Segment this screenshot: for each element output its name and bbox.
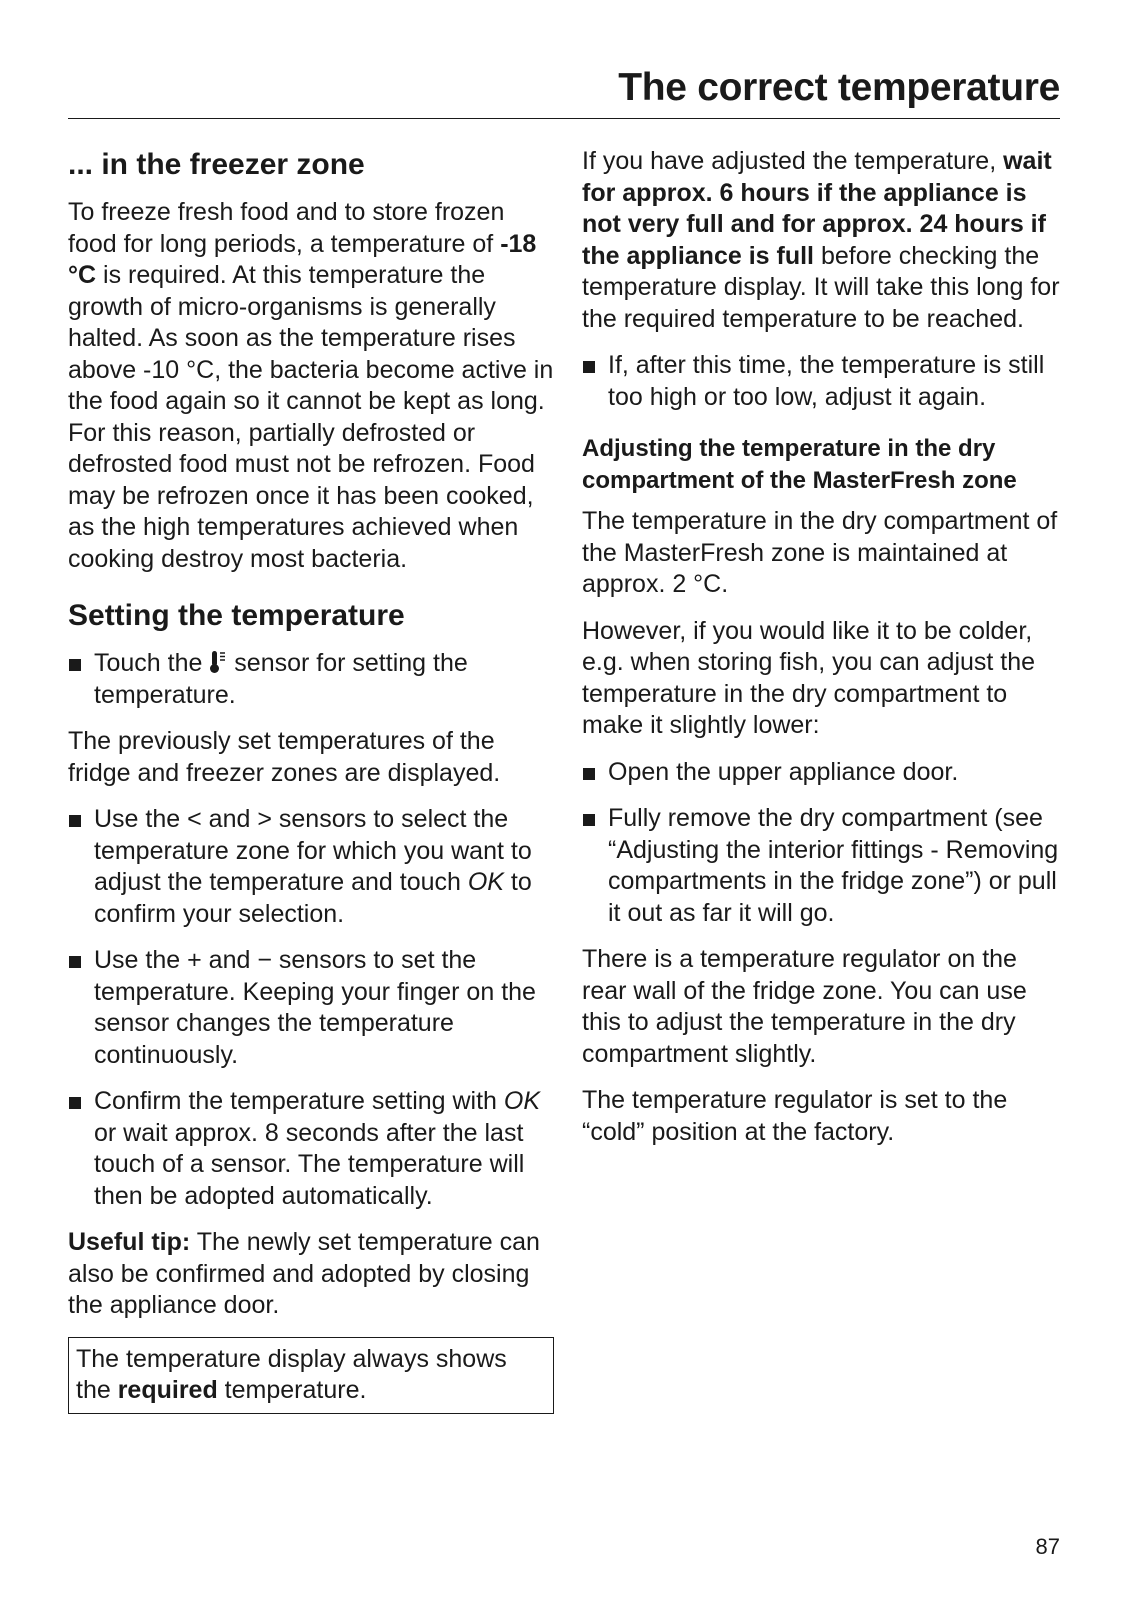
bullet-text: to confirm your selection. — [94, 868, 532, 928]
dry-compartment-heading: Adjusting the temperature in the dry compartment of the MasterFresh zone — [582, 435, 1017, 494]
bullet-text: sensor for setting the temperature. — [94, 649, 468, 709]
minus-sensor-symbol: − — [257, 946, 272, 974]
note-text-1: The temperature display always shows the — [76, 1344, 507, 1404]
freezer-text-2: is required. At this temperature the growth of micro-organisms is generally halted. As soon as the temperature rises above -10 °C, the bacteria become active in the food again so it cannot be kept as long. For this reason, partially defrosted or defrosted food must not be refrozen. Food may be refrozen once it has been cooked, as the high temperatures achieved when cooking destroy most bacteria. — [68, 261, 554, 573]
bullet-square-icon — [69, 1097, 81, 1109]
useful-tip-text: The newly set temperature can also be confirmed and adopted by closing the appliance door. — [68, 1228, 540, 1319]
bullet-square-icon — [583, 361, 595, 373]
previous-temperatures-paragraph: The previously set temperatures of the fridge and freezer zones are displayed. — [68, 727, 501, 787]
bullet-open-door — [582, 757, 1068, 789]
bullet-text: sensors to select the temperature zone for which you want to adjust the temperature and touch — [94, 805, 532, 896]
right-column — [582, 146, 1068, 1163]
left-sensor-symbol: < — [187, 805, 202, 833]
bullet-touch-sensor — [68, 648, 554, 711]
bullet-text: Fully remove the dry compartment (see “Adjusting the interior fittings - Removing compartments in the fridge zone”) or pull it out as far it will go. — [608, 804, 1059, 927]
bullet-square-icon — [583, 768, 595, 780]
note-bold: required — [117, 1376, 218, 1404]
left-column — [68, 146, 554, 1414]
right-sensor-symbol: > — [257, 805, 272, 833]
dry-compartment-paragraph-1: The temperature in the dry compartment of the MasterFresh zone is maintained at approx. 2 °C. — [582, 507, 1058, 598]
bullet-text: Use the — [94, 805, 188, 833]
freezer-temp-bold: -18 °C — [68, 229, 537, 289]
bullet-text: Use the — [94, 946, 188, 974]
factory-setting-paragraph: The temperature regulator is set to the “cold” position at the factory. — [582, 1086, 1008, 1146]
ok-label: OK — [467, 868, 504, 896]
freezer-text-1: To freeze fresh food and to store frozen food for long periods, a temperature of — [68, 198, 505, 258]
bullet-confirm-setting — [68, 1086, 554, 1212]
plus-sensor-symbol: + — [187, 946, 202, 974]
freezer-zone-heading: ... in the freezer zone — [68, 148, 365, 181]
bullet-adjust-again — [582, 350, 1068, 413]
page-number: 87 — [1035, 1534, 1060, 1559]
regulator-paragraph: There is a temperature regulator on the rear wall of the fridge zone. You can use this to adjust the temperature in the dry compartment slightly. — [582, 945, 1027, 1068]
page-header — [68, 66, 1060, 119]
useful-tip-label: Useful tip: — [68, 1228, 191, 1256]
bullet-text: and — [201, 946, 258, 974]
bullet-square-icon — [69, 659, 81, 671]
setting-temperature-heading: Setting the temperature — [68, 599, 405, 632]
bullet-text: and — [201, 805, 258, 833]
bullet-select-zone — [68, 804, 554, 930]
wait-text-1: If you have adjusted the temperature, — [582, 147, 1004, 175]
temperature-display-note — [68, 1337, 554, 1414]
wait-paragraph — [582, 146, 1068, 335]
bullet-text: Touch the — [94, 649, 210, 677]
bullet-text: or wait approx. 8 seconds after the last touch of a sensor. The temperature will then be adopted automatically. — [94, 1118, 525, 1210]
bullet-remove-compartment — [582, 803, 1068, 929]
bullet-square-icon — [583, 814, 595, 826]
thermometer-icon — [209, 650, 227, 674]
wait-bold: wait for approx. 6 hours if the appliance is not very full and for approx. 24 hours if the appliance is full — [582, 147, 1052, 270]
bullet-text: Open the upper appliance door. — [608, 757, 959, 786]
wait-text-2: before checking the temperature display. It will take this long for the required temperature to be reached. — [582, 241, 1060, 333]
page-title: The correct temperature — [618, 66, 1060, 109]
dry-compartment-paragraph-2: However, if you would like it to be colder, e.g. when storing fish, you can adjust the temperature in the dry compartment to make it slightly lower: — [582, 616, 1036, 739]
ok-label: OK — [503, 1087, 541, 1115]
bullet-square-icon — [69, 815, 81, 827]
useful-tip-paragraph — [68, 1227, 554, 1322]
bullet-square-icon — [69, 956, 81, 968]
bullet-text: Confirm the temperature setting with — [94, 1087, 504, 1115]
bullet-set-temperature — [68, 945, 554, 1071]
bullet-text: If, after this time, the temperature is still too high or too low, adjust it again. — [608, 351, 1045, 411]
freezer-zone-paragraph — [68, 197, 554, 575]
note-text-2: temperature. — [217, 1376, 367, 1404]
bullet-text: sensors to set the temperature. Keeping your finger on the sensor changes the temperature continuously. — [94, 946, 536, 1069]
